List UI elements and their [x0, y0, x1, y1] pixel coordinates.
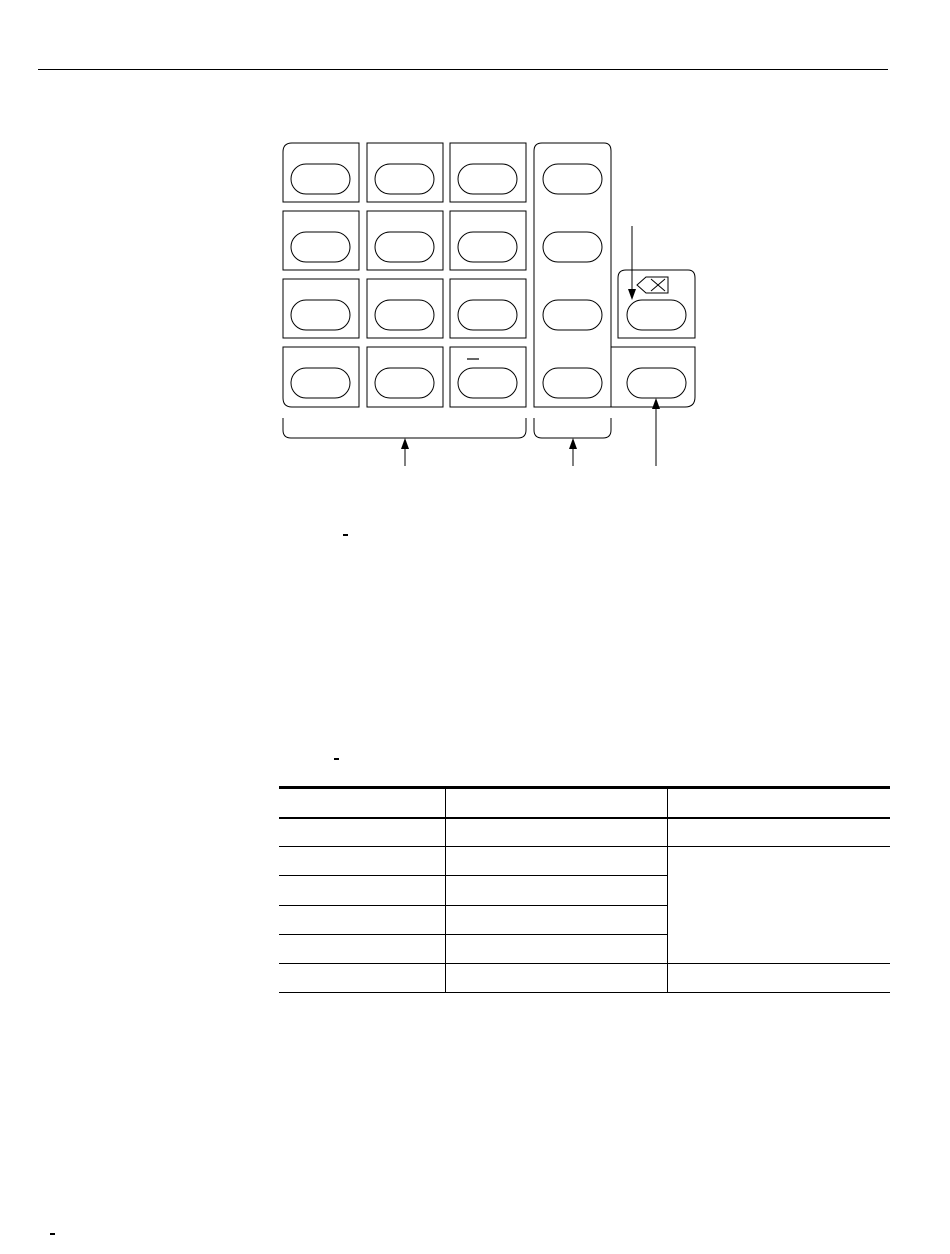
units-bracket [534, 418, 611, 438]
numeric-bracket [283, 418, 526, 438]
numeric-key[interactable] [450, 143, 526, 202]
numeric-key-group [283, 143, 526, 407]
enter-callout-arrow [652, 398, 660, 466]
numeric-key[interactable] [367, 347, 443, 407]
table-cell [446, 876, 668, 905]
backspace-callout-arrow [628, 226, 636, 300]
numeric-key[interactable] [283, 143, 359, 202]
table-header-cell [279, 789, 446, 817]
numeric-key[interactable] [450, 279, 526, 338]
figure-caption-mark [343, 534, 348, 536]
table-cell [446, 964, 668, 993]
backspace-key[interactable] [627, 300, 686, 330]
table-header-row [279, 789, 890, 817]
keypad-diagram [0, 0, 950, 500]
table-cell [279, 964, 446, 993]
table-header-cell [668, 789, 891, 817]
table-cell [668, 847, 891, 964]
table-cell [279, 934, 446, 963]
table-cell [446, 905, 668, 934]
numeric-callout-arrow [401, 438, 409, 466]
table-header-cell [446, 789, 668, 817]
numeric-key[interactable] [367, 279, 443, 338]
table-cell [668, 964, 891, 993]
table-cell [446, 819, 668, 847]
units-key[interactable] [543, 232, 602, 262]
data-table [279, 786, 890, 992]
numeric-key[interactable] [450, 211, 526, 270]
table-cell [446, 847, 668, 876]
units-key-group [534, 143, 611, 407]
numeric-key[interactable] [367, 143, 443, 202]
table-cell [446, 934, 668, 963]
table-cell [279, 905, 446, 934]
table-cell [279, 819, 446, 847]
numeric-key[interactable] [283, 347, 359, 407]
table-cell [279, 847, 446, 876]
footer-mark [50, 1233, 55, 1235]
table-row [279, 819, 890, 847]
edit-key-group [611, 270, 695, 407]
units-key[interactable] [543, 300, 602, 330]
minus-key[interactable] [450, 347, 526, 407]
units-callout-arrow [569, 438, 577, 466]
enter-key[interactable] [627, 368, 686, 398]
units-key[interactable] [543, 368, 602, 398]
table-row [279, 847, 890, 876]
backspace-icon [637, 277, 668, 293]
table-row [279, 964, 890, 993]
numeric-key[interactable] [283, 279, 359, 338]
table-caption-mark [334, 758, 339, 760]
table-cell [279, 876, 446, 905]
numeric-key[interactable] [367, 211, 443, 270]
numeric-key[interactable] [283, 211, 359, 270]
table-cell [668, 819, 891, 847]
units-key[interactable] [543, 164, 602, 194]
